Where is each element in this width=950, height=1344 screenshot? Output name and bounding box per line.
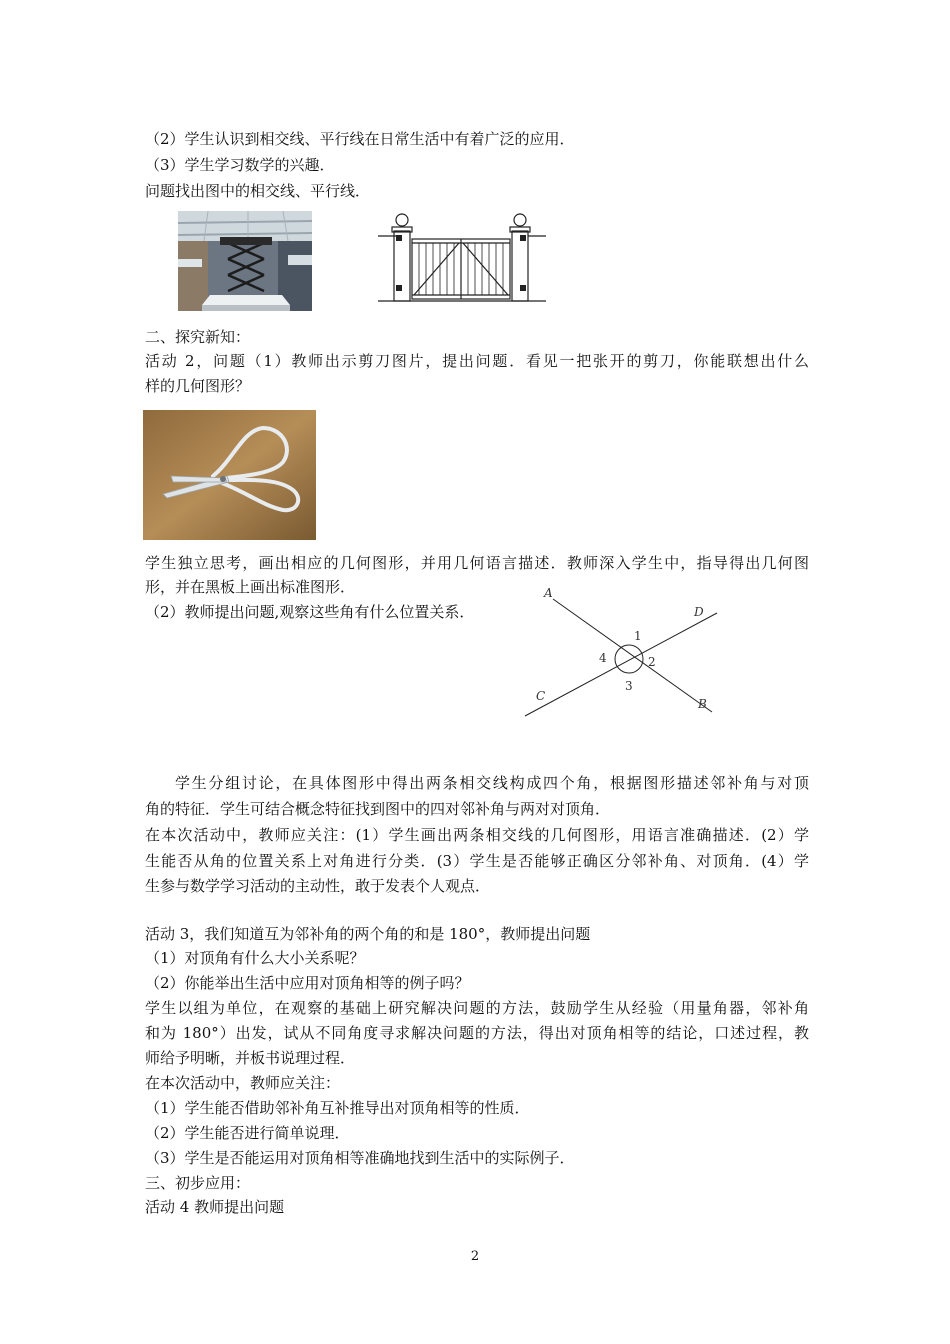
text-line: 学生以组为单位，在观察的基础上研究解决问题的方法，鼓励学生从经验（用量角器，邻补角 <box>145 999 809 1017</box>
point-label-a: A <box>544 586 553 600</box>
point-label-b: B <box>698 697 707 711</box>
text-line: 在本次活动中，教师应关注： <box>145 1074 341 1092</box>
text-line: 活动 3，我们知道互为邻补角的两个角的和是 180°，教师提出问题 <box>145 925 591 943</box>
intersecting-lines-diagram <box>520 582 725 727</box>
text-line: 问题找出图中的相交线、平行线． <box>145 182 371 200</box>
text-line: （1）学生能否借助邻补角互补推导出对顶角相等的性质． <box>145 1099 530 1117</box>
text-line: （2）学生认识到相交线、平行线在日常生活中有着广泛的应用． <box>145 130 575 148</box>
text-line: （1）对顶角有什么大小关系呢？ <box>145 949 365 967</box>
text-line: 在本次活动中，教师应关注：(1）学生画出两条相交线的几何图形，用语言准确描述．(2）学 <box>145 826 809 844</box>
angle-label-4: 4 <box>599 651 607 665</box>
text-line: 形，并在黑板上画出标准图形． <box>145 578 356 596</box>
point-label-d: D <box>694 605 704 619</box>
projector-photo <box>178 211 312 311</box>
text-line: （2）你能举出生活中应用对顶角相等的例子吗？ <box>145 974 470 992</box>
text-line: （2）学生能否进行简单说理． <box>145 1124 350 1142</box>
text-line: 和为 180°）出发，试从不同角度寻求解决问题的方法，得出对顶角相等的结论，口述过程，教 <box>145 1024 809 1042</box>
text-line: 活动 2，问题（1）教师出示剪刀图片，提出问题．看见一把张开的剪刀，你能联想出什么 <box>145 352 809 370</box>
text-line: 活动 4 教师提出问题 <box>145 1198 285 1216</box>
text-line: 师给予明晰，并板书说理过程． <box>145 1049 356 1067</box>
scissors-photo <box>143 410 316 540</box>
text-line: 角的特征．学生可结合概念特征找到图中的四对邻补角与两对对顶角． <box>145 800 611 818</box>
angle-label-1: 1 <box>634 629 642 643</box>
text-line: 学生独立思考，画出相应的几何图形，并用几何语言描述．教师深入学生中，指导得出几何图 <box>145 554 809 572</box>
text-line: 生能否从角的位置关系上对角进行分类．(3）学生是否能够正确区分邻补角、对顶角．(4）学 <box>145 852 809 870</box>
page-number: 2 <box>470 1249 480 1264</box>
text-line: 学生分组讨论，在具体图形中得出两条相交线构成四个角，根据图形描述邻补角与对顶 <box>175 774 809 792</box>
section-heading: 二、探究新知： <box>145 328 251 346</box>
gate-drawing <box>378 211 546 307</box>
text-line: 生参与数学学习活动的主动性，敢于发表个人观点． <box>145 877 491 895</box>
section-heading: 三、初步应用： <box>145 1174 251 1192</box>
angle-label-2: 2 <box>648 655 656 669</box>
text-line: （3）学生是否能运用对顶角相等准确地找到生活中的实际例子． <box>145 1149 575 1167</box>
angle-label-3: 3 <box>625 679 633 693</box>
text-line: 样的几何图形？ <box>145 377 251 395</box>
text-line: （3）学生学习数学的兴趣． <box>145 156 335 174</box>
point-label-c: C <box>536 689 546 703</box>
text-line: （2）教师提出问题,观察这些角有什么位置关系． <box>145 603 475 621</box>
